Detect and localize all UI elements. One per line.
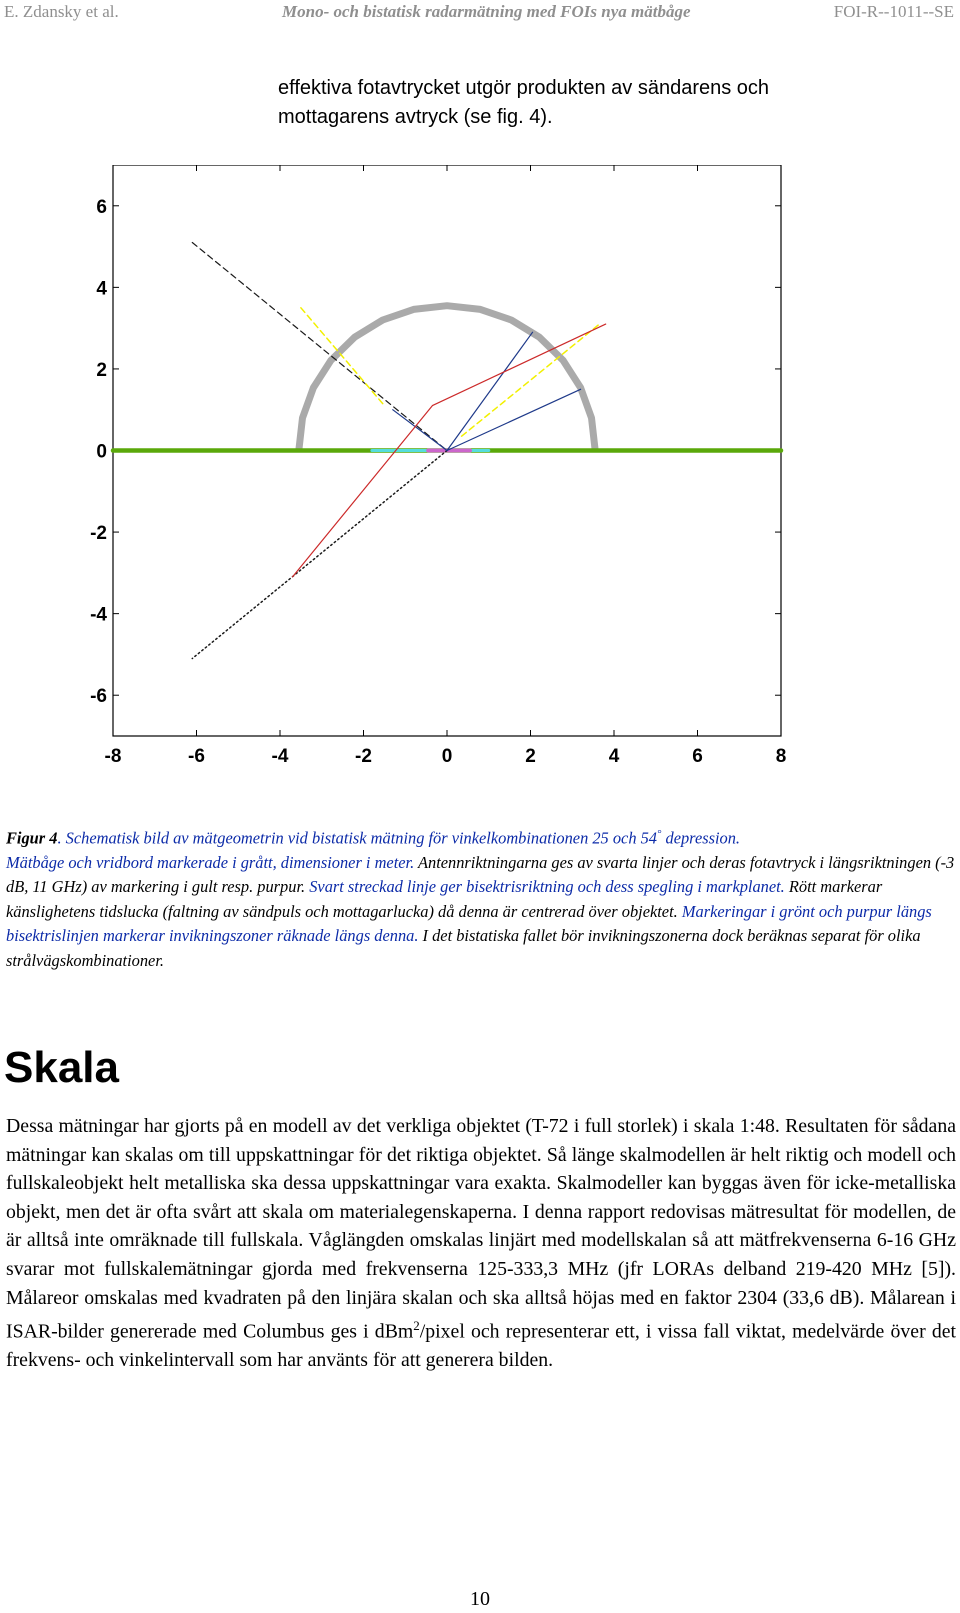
x-tick-label: -2	[355, 746, 372, 767]
header-authors: E. Zdansky et al.	[4, 2, 119, 21]
y-tick-label: -4	[90, 604, 107, 626]
caption-text-1: . Schematisk bild av mätgeometrin vid bistatisk mätning för vinkelkombinationen 25 och 54	[57, 828, 658, 848]
x-tick-label: 6	[692, 746, 703, 767]
x-tick-label: 2	[525, 746, 536, 767]
x-tick-label: -8	[104, 746, 122, 767]
page-number: 10	[470, 1588, 490, 1610]
body-text-part-a: Dessa mätningar har gjorts på en modell av det verkliga objektet (T-72 i full storlek) i skala 1:48. Resultaten för sådana mätningar kan skalas om till uppskattningar för det riktiga objektet. Så länge skalmodellen är helt riktig och modell och fullskaleobjekt helt metalliska ska dessa uppskattningar vara exakta. Skalmodeller kan byggas även för icke-metalliska objekt, men det är ofta svårt att skala om materialegenskaperna. I denna rapport redovisas mätresultat för modellen, de är alltså inte omräknade till fullskala. Våglängden omskalas linjärt med modellskalan så att mätfrekvenserna 6-16 GHz svarar mot fullskalemätningar gjorda med frekvenserna 125-333,3 MHz (jfr LORAs delband 219-420 MHz [5]). Målareor omskalas med kvadraten på den linjära skalan och ska alltså höjas med en faktor 2304 (33,6 dB). Målarean i ISAR-bilder genererade med Columbus ges i dBm	[6, 1115, 956, 1343]
caption-text-6: Rött markerar känslighetens tidslucka (faltning av sändpuls och mottagarlucka) då denna är centrerad över objektet.	[6, 877, 883, 921]
intro-paragraph: effektiva fotavtrycket utgör produkten av sändarens och mottagarens avtryck (se fig. 4).	[278, 77, 770, 128]
section-heading: Skala	[4, 1043, 119, 1092]
header-title: Mono- och bistatisk radarmätning med FOIs nya mätbåge	[282, 2, 691, 21]
y-tick-label: -2	[90, 523, 107, 545]
header-report-number: FOI-R--1011--SE	[833, 2, 954, 21]
running-header	[0, 0, 960, 28]
body-superscript: 2	[413, 1318, 420, 1334]
caption-degree: °	[657, 828, 662, 840]
y-tick-label: 6	[96, 196, 107, 218]
caption-text-7: Markeringar i grönt och purpur längs bisektrislinjen markerar invikningszoner räknade längs denna.	[6, 901, 932, 946]
geometry-plot	[0, 165, 960, 815]
y-tick-label: 0	[96, 441, 107, 463]
y-tick-label: -6	[90, 686, 107, 708]
x-tick-label: -4	[271, 746, 289, 767]
y-tick-label: 2	[96, 359, 107, 381]
x-tick-label: 8	[775, 746, 787, 767]
caption-text-3: Mätbåge och vridbord markerade i grått, dimensioner i meter.	[6, 852, 418, 872]
x-tick-label: 0	[441, 746, 453, 767]
caption-text-8: I det bistatiska fallet bör invikningszonerna dock beräknas separat för olika strålvägskombinationer.	[6, 926, 921, 970]
caption-text-5: Svart streckad linje ger bisektrisriktning och dess spegling i markplanet.	[309, 877, 789, 897]
y-tick-label: 4	[96, 278, 107, 300]
figure-4	[0, 165, 960, 815]
figure-caption	[6, 822, 956, 973]
caption-text-4: Antennriktningarna ges av svarta linjer och deras fotavtryck i längsriktningen (-3 dB, 11 GHz) av markering i gult resp. purpur.	[6, 852, 955, 897]
x-tick-label: -6	[188, 746, 205, 767]
body-text-part-b: /pixel och representerar ett, i vissa fall viktat, medelvärde över det frekvens- och vinkelintervall som har använts för att generera bilden.	[6, 1320, 956, 1372]
x-tick-label: 4	[608, 746, 620, 767]
section-body	[6, 1112, 956, 1375]
caption-text-2: depression.	[661, 828, 741, 848]
caption-figure-label: Figur 4	[6, 828, 58, 848]
